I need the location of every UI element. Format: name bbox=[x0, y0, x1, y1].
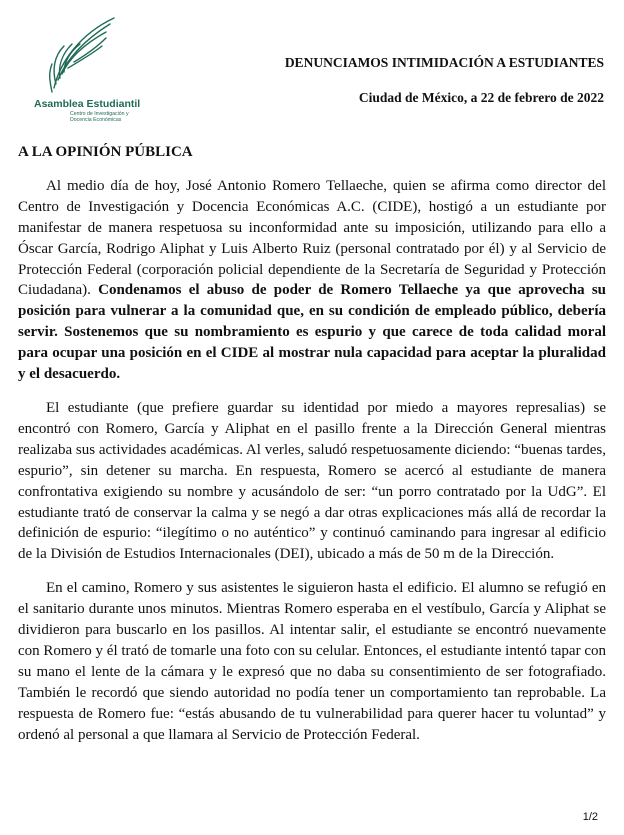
paragraph-3: En el camino, Romero y sus asistentes le siguieron hasta el edificio. El alumno se refugió en el sanitario durante unos minutos. Mientras Romero esperaba en el vestíbulo, García y Aliphat se dividieron para buscarlo en los pasillos. Al intentar salir, el estudiante se encontró nuevamente con Romero y él trató de tomarle una foto con su celular. Entonces, el estudiante intentó tapar con su mano el lente de la cámara y le expresó que no daba su consentimiento de ser fotografiado. También le recordó que siendo autoridad no podía tener un comportamiento tan reprobable. La respuesta de Romero fue: “estás abusando de tu vulnerabilidad para querer hacer tu voluntad” y ordenó al personal a que llamara al Servicio de Protección Federal. bbox=[18, 580, 606, 743]
logo-title: Asamblea Estudiantil bbox=[34, 98, 141, 110]
paragraph-2: El estudiante (que prefiere guardar su identidad por miedo a mayores represalias) se encontró con Romero, García y Aliphat en el pasillo frente a la Dirección General mientras realizaba sus actividades académicas. Al verles, saludó respetuosamente diciendo: “buenas tardes, espurio”, sin detener su marcha. En respuesta, Romero se acercó al estudiante de manera confrontativa exigiendo su nombre y acusándolo de ser: “un porro contratado por la UdG”. El estudiante trató de conservar la calma y se negó a dar otras explicaciones más allá de recordar la definición de espurio: “ilegítimo o no auténtico” y continuó caminando para ingresar al edificio de la División de Estudios Internacionales (DEI), ubicado a más de 50 m de la Dirección. bbox=[18, 399, 606, 563]
document-title: DENUNCIAMOS INTIMIDACIÓN A ESTUDIANTES bbox=[284, 55, 604, 70]
paragraph-1-text: Al medio día de hoy, José Antonio Romero Tellaeche, quien se afirma como director del Centro de Investigación y Docencia Económicas A.C. (CIDE), hostigó a un estudiante por manifestar de manera respetuosa su inconformidad ante su imposición, utilizando para ello a Óscar García, Rodrigo Aliphat y Luis Alberto Ruiz (personal contratado por él) y al Servicio de Protección Federal (corporación policial dependiente de la Secretaría de Seguridad y Protección Ciudadana). bbox=[18, 177, 606, 299]
paragraph-1-bold-text: Condenamos el abuso de poder de Romero Tellaeche ya que aprovecha su posición para vulnerar a la comunidad que, en su condición de empleado público, debería servir. Sostenemos que su nombramiento es espurio y que carece de toda calidad moral para ocupar una posición en el CIDE al mostrar nula capacidad para aceptar la pluralidad y el desacuerdo. bbox=[18, 282, 607, 383]
document-body bbox=[18, 142, 606, 758]
paragraph-1 bbox=[18, 176, 606, 385]
asamblea-logo bbox=[28, 12, 141, 123]
document-date: Ciudad de México, a 22 de febrero de 2022 bbox=[358, 90, 604, 105]
quill-feather-icon bbox=[40, 12, 120, 96]
logo-subtitle: Centro de Investigación y Docencia Económicas bbox=[70, 111, 129, 123]
salutation: A LA OPINIÓN PÚBLICA bbox=[18, 144, 193, 160]
page-number: 1/2 bbox=[582, 811, 598, 823]
